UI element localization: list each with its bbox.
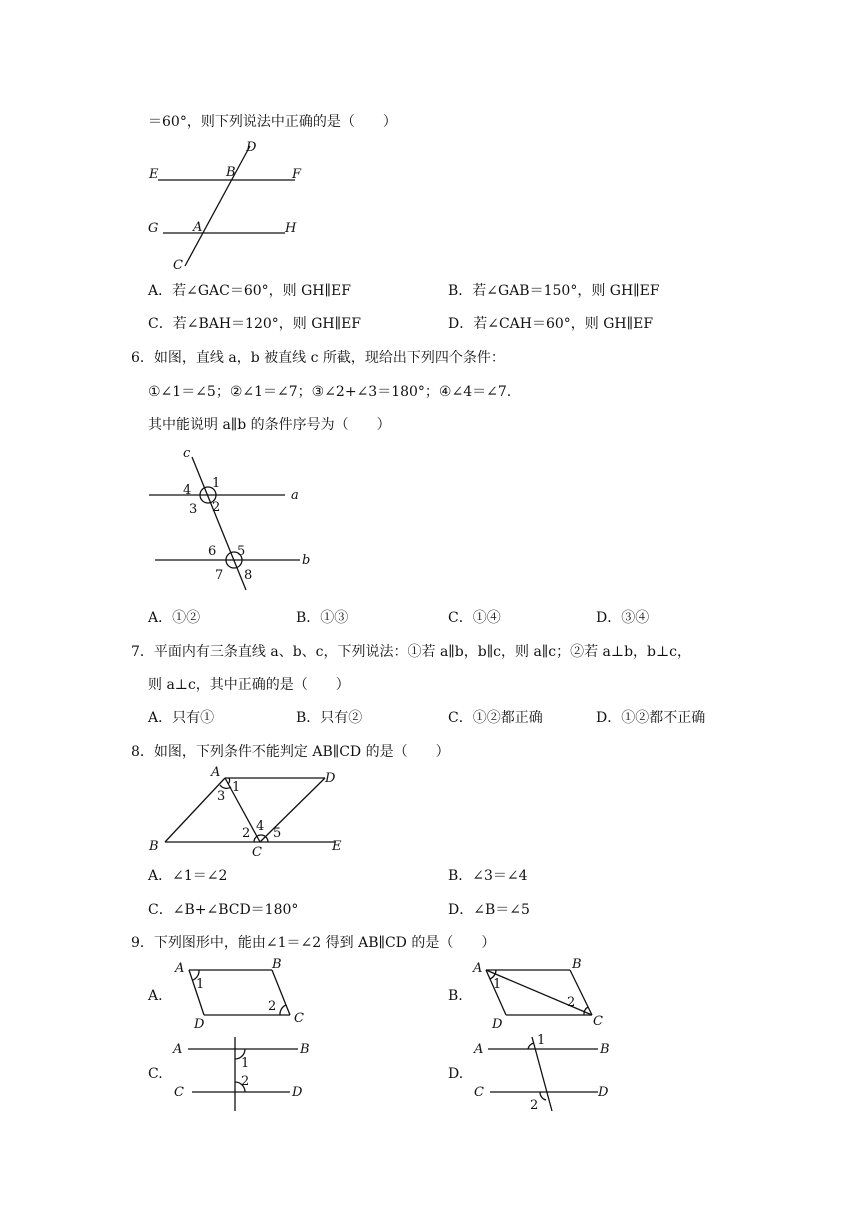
label-h: H	[285, 221, 297, 236]
label-2: 2	[212, 500, 221, 515]
label-1: 1	[232, 780, 241, 795]
label-d: D	[492, 1017, 503, 1032]
line-cd	[185, 146, 250, 266]
label-a: A	[193, 220, 203, 235]
label-a: A	[175, 961, 185, 976]
label-b: B	[226, 165, 236, 180]
q9-figure-a	[172, 957, 317, 1032]
q5-option-d[interactable]: D．若∠CAH＝60°，则 GH∥EF	[448, 316, 654, 332]
q9-stem: 9．下列图形中，能由∠1＝∠2 得到 AB∥CD 的是（ ）	[131, 935, 496, 951]
label-a: A	[211, 765, 221, 780]
label-c: C	[174, 1085, 184, 1100]
label-7: 7	[215, 568, 224, 583]
label-b: B	[300, 1042, 310, 1057]
label-2: 2	[242, 826, 251, 841]
q8-stem: 8．如图，下列条件不能判定 AB∥CD 的是（ ）	[131, 744, 450, 760]
q6-option-b[interactable]: B．①③	[296, 610, 349, 626]
label-3: 3	[189, 502, 198, 517]
label-a: a	[291, 488, 299, 503]
q5-stem-tail: ＝60°，则下列说法中正确的是（ ）	[148, 114, 397, 130]
label-d: D	[325, 771, 336, 786]
q7-option-a[interactable]: A．只有①	[148, 710, 215, 726]
label-b: B	[149, 839, 159, 854]
q5-option-c[interactable]: C．若∠BAH＝120°，则 GH∥EF	[148, 316, 362, 332]
label-6: 6	[208, 544, 217, 559]
label-1: 1	[241, 1056, 250, 1071]
label-f: F	[292, 167, 302, 182]
segment-ab	[165, 778, 225, 842]
q6-conditions: ①∠1＝∠5；②∠1＝∠7；③∠2+∠3＝180°；④∠4＝∠7.	[148, 384, 512, 400]
angle-arc-1	[528, 1043, 534, 1049]
label-2: 2	[530, 1098, 539, 1113]
label-1: 1	[196, 977, 205, 992]
label-d: D	[598, 1085, 609, 1100]
q7-option-c[interactable]: C．①②都正确	[448, 710, 543, 726]
label-b: B	[572, 957, 582, 972]
label-b: b	[302, 553, 311, 568]
q5-option-b[interactable]: B．若∠GAB＝150°，则 GH∥EF	[448, 283, 660, 299]
q8-option-a[interactable]: A．∠1＝∠2	[148, 868, 228, 884]
label-c: C	[252, 845, 262, 860]
label-c: c	[183, 446, 191, 461]
q6-stem: 6．如图，直线 a，b 被直线 c 所截，现给出下列四个条件：	[131, 350, 505, 366]
q6-option-c[interactable]: C．①④	[448, 610, 501, 626]
q5-option-a[interactable]: A．若∠GAC＝60°，则 GH∥EF	[148, 283, 351, 299]
label-a: A	[173, 1042, 183, 1057]
angle-arc-2	[540, 1092, 546, 1100]
angle-arc-2	[584, 1007, 588, 1015]
label-2: 2	[241, 1074, 250, 1089]
label-5: 5	[237, 544, 246, 559]
label-d: D	[194, 1017, 205, 1032]
label-c: C	[474, 1085, 484, 1100]
q7-option-d[interactable]: D．①②都不正确	[596, 710, 706, 726]
q9-figure-b	[470, 957, 615, 1032]
angle-arc-a1	[228, 778, 230, 784]
label-c: C	[294, 1011, 304, 1026]
label-3: 3	[217, 789, 226, 804]
q7-stem: 7．平面内有三条直线 a、b、c，下列说法：①若 a∥b，b∥c，则 a∥c；②若 a⊥b，b⊥c，	[131, 644, 691, 660]
label-a: A	[474, 1042, 484, 1057]
q8-figure	[145, 765, 355, 860]
q7-stem-cont: 则 a⊥c，其中正确的是（ ）	[148, 677, 350, 693]
q6-option-a[interactable]: A．①②	[148, 610, 201, 626]
q9-option-b[interactable]: B.	[448, 988, 463, 1004]
label-d: D	[246, 140, 257, 155]
q8-option-d[interactable]: D．∠B＝∠5	[448, 902, 530, 918]
label-4: 4	[183, 483, 192, 498]
label-e: E	[149, 167, 159, 182]
q8-option-c[interactable]: C．∠B+∠BCD＝180°	[148, 902, 299, 918]
label-1: 1	[537, 1033, 546, 1048]
q6-figure	[145, 445, 315, 595]
label-e: E	[332, 839, 342, 854]
q9-figure-d	[470, 1035, 620, 1115]
q7-option-b[interactable]: B．只有②	[296, 710, 363, 726]
label-2: 2	[567, 995, 576, 1010]
q6-question: 其中能说明 a∥b 的条件序号为（ ）	[148, 417, 391, 433]
q5-figure	[145, 138, 345, 273]
q9-option-c[interactable]: C.	[148, 1066, 163, 1082]
label-a: A	[473, 961, 483, 976]
label-1: 1	[212, 476, 221, 491]
segment-cd	[260, 778, 325, 842]
angle-arc-2	[280, 1005, 286, 1015]
label-5: 5	[273, 826, 282, 841]
label-c: C	[593, 1014, 603, 1029]
q9-figure-c	[170, 1035, 315, 1115]
label-2: 2	[268, 999, 277, 1014]
label-c: C	[173, 258, 183, 273]
q9-option-a[interactable]: A.	[148, 988, 163, 1004]
q6-option-d[interactable]: D．③④	[596, 610, 650, 626]
q8-option-b[interactable]: B．∠3＝∠4	[448, 868, 528, 884]
label-b: B	[272, 957, 282, 972]
label-1: 1	[493, 977, 502, 992]
label-d: D	[292, 1085, 303, 1100]
label-8: 8	[244, 568, 253, 583]
diagonal-ac	[486, 970, 592, 1015]
label-4: 4	[256, 819, 265, 834]
label-g: G	[148, 221, 159, 236]
q9-option-d[interactable]: D.	[448, 1066, 464, 1082]
label-b: B	[600, 1042, 610, 1057]
